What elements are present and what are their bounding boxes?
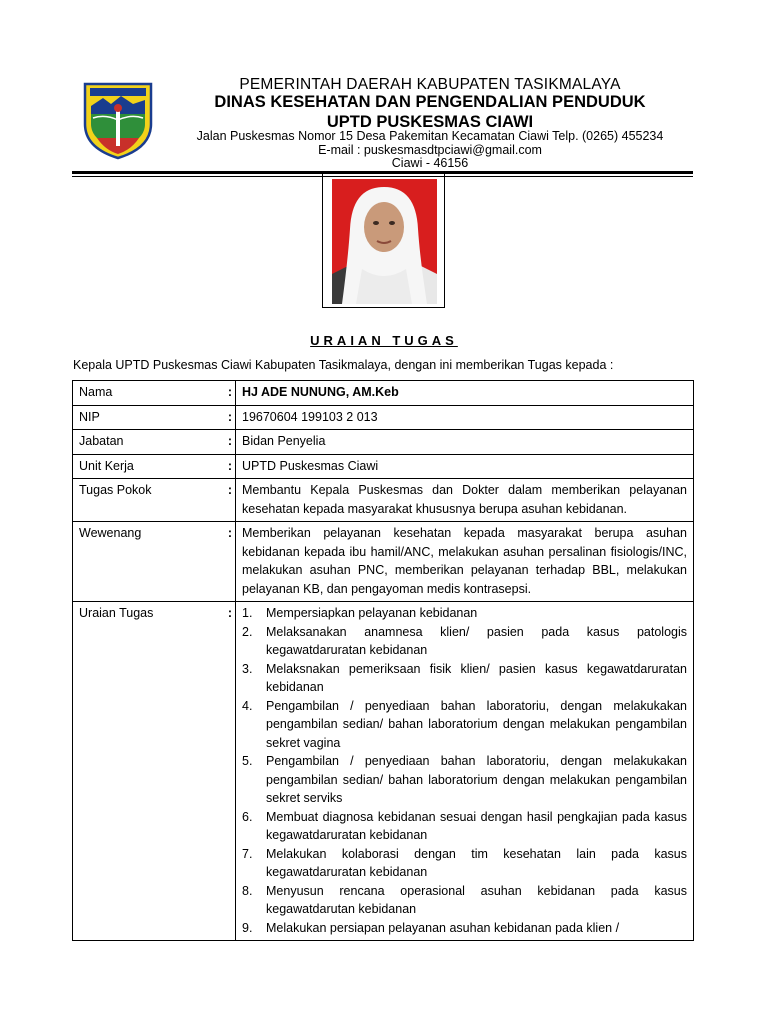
- field-label-jabatan: Jabatan: [73, 430, 226, 455]
- list-item: [242, 623, 687, 660]
- task-number: 8.: [242, 883, 253, 898]
- task-number: 6.: [242, 809, 253, 824]
- task-number: 9.: [242, 920, 253, 935]
- employee-info-table: [72, 380, 694, 941]
- department-name: DINAS KESEHATAN DAN PENGENDALIAN PENDUDUK: [214, 93, 646, 111]
- list-item: [242, 752, 687, 808]
- field-label-nama: Nama: [73, 381, 226, 406]
- task-number: 4.: [242, 698, 253, 713]
- list-item: [242, 808, 687, 845]
- list-item: [242, 882, 687, 919]
- list-item: [242, 660, 687, 697]
- task-number: 3.: [242, 661, 253, 676]
- task-number: 1.: [242, 606, 253, 620]
- field-colon: :: [225, 454, 236, 479]
- table-row: [73, 430, 694, 455]
- office-email: E-mail : puskesmasdtpciawi@gmail.com: [318, 143, 542, 157]
- field-label-nip: NIP: [73, 405, 226, 430]
- table-row: [73, 405, 694, 430]
- field-label-uraian-tugas: Uraian Tugas: [73, 602, 226, 941]
- task-text: Melaksanakan anamnesa klien/ pasien pada kasus patologis kegawatdaruratan kebidanan: [266, 624, 687, 657]
- field-colon: :: [225, 479, 236, 522]
- photo-frame: [322, 174, 445, 308]
- list-item: [242, 845, 687, 882]
- task-text: Pengambilan / penyediaan bahan laboratoriu, dengan melakukakan pengambilan sedian/ bahan laboratorium dengan melakukan pengambilan sekret vagina: [266, 698, 687, 750]
- field-colon: :: [225, 381, 236, 406]
- office-name: UPTD PUSKESMAS CIAWI: [326, 113, 534, 131]
- task-text: Mempersiapkan pelayanan kebidanan: [266, 606, 478, 620]
- table-row: [73, 602, 694, 941]
- field-colon: :: [225, 430, 236, 455]
- field-value-uraian-tugas: [236, 602, 694, 941]
- task-text: Pengambilan / penyediaan bahan laboratoriu, dengan melakukakan pengambilan sedian/ bahan laboratorium dengan melakukan pengambilan sekret serviks: [266, 754, 687, 805]
- field-colon: :: [225, 602, 236, 941]
- office-address: Jalan Puskesmas Nomor 15 Desa Pakemitan Kecamatan Ciawi Telp. (0265) 455234: [196, 129, 664, 143]
- field-value-nip: 19670604 199103 2 013: [236, 405, 694, 430]
- task-number: 2.: [242, 624, 253, 639]
- field-value-nama: HJ ADE NUNUNG, AM.Keb: [236, 381, 694, 406]
- intro-text: Kepala UPTD Puskesmas Ciawi Kabupaten Tasikmalaya, dengan ini memberikan Tugas kepada :: [73, 358, 614, 372]
- field-colon: :: [225, 405, 236, 430]
- task-list: [242, 604, 687, 937]
- task-text: Melaksnakan pemeriksaan fisik klien/ pasien kasus kegawatdaruratan kebidanan: [266, 661, 687, 694]
- task-number: 7.: [242, 846, 253, 861]
- field-label-unit-kerja: Unit Kerja: [73, 454, 226, 479]
- field-value-unit-kerja: UPTD Puskesmas Ciawi: [236, 454, 694, 479]
- table-row: [73, 522, 694, 602]
- portrait-photo: [332, 179, 437, 304]
- tasikmalaya-regency-logo: [79, 80, 157, 160]
- office-city: Ciawi - 46156: [391, 156, 469, 170]
- table-row: [73, 381, 694, 406]
- field-label-tugas-pokok: Tugas Pokok: [73, 479, 226, 522]
- government-name: PEMERINTAH DAERAH KABUPATEN TASIKMALAYA: [239, 76, 621, 93]
- field-label-wewenang: Wewenang: [73, 522, 226, 602]
- task-number: 5.: [242, 754, 253, 768]
- task-text: Melakukan kolaborasi dengan tim kesehatan lain pada kasus kegawatdaruratan kebidanan: [266, 846, 687, 879]
- task-text: Menyusun rencana operasional asuhan kebidanan pada kasus kegawatdarutan kebidanan: [266, 883, 687, 916]
- document-title: URAIAN TUGAS: [310, 333, 458, 348]
- task-text: Melakukan persiapan pelayanan asuhan kebidanan pada klien /: [266, 920, 620, 935]
- table-row: [73, 454, 694, 479]
- field-colon: :: [225, 522, 236, 602]
- field-value-wewenang: Memberikan pelayanan kesehatan kepada masyarakat berupa asuhan kebidanan kepada ibu hamil/ANC, melakukan asuhan persalinan fisiologis/INC, melakukan asuhan PNC, memberikan pelayanan terhadap BBL, melakukan pelayanan KB, dan pengayoman medis kontrasepsi.: [236, 522, 694, 602]
- field-value-tugas-pokok: Membantu Kepala Puskesmas dan Dokter dalam memberikan pelayanan kesehatan kepada masyarakat khususnya berupa asuhan kebidanan.: [236, 479, 694, 522]
- list-item: [242, 919, 687, 938]
- list-item: [242, 697, 687, 753]
- table-row: [73, 479, 694, 522]
- field-value-jabatan: Bidan Penyelia: [236, 430, 694, 455]
- task-text: Membuat diagnosa kebidanan sesuai dengan hasil pengkajian pada kasus kegawatdaruratan kebidanan: [266, 809, 687, 842]
- list-item: [242, 604, 687, 623]
